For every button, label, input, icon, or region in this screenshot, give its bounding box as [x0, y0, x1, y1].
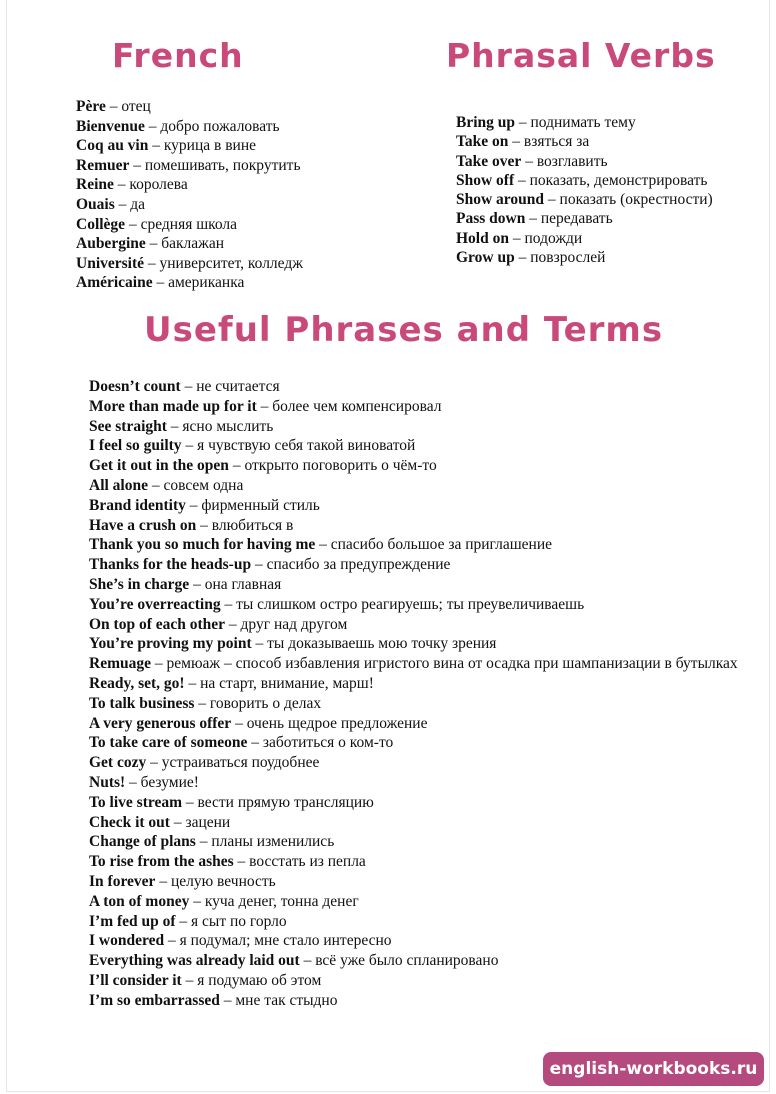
vocab-entry	[89, 436, 749, 456]
vocab-translation: – повзрослей	[518, 249, 606, 267]
vocab-translation: – средняя школа	[128, 215, 238, 233]
vocab-term: Remuage	[89, 655, 151, 673]
vocab-term: Collège	[76, 215, 126, 233]
vocab-term: I’ll consider it	[89, 971, 182, 989]
french-vocab-list	[76, 97, 303, 293]
vocab-translation: – университет, колледж	[147, 254, 303, 272]
vocab-term: You’re proving my point	[89, 635, 252, 653]
vocab-term: Université	[76, 254, 145, 272]
vocab-translation: – королева	[117, 176, 188, 194]
vocab-term: Américaine	[76, 274, 153, 292]
vocab-entry	[89, 456, 749, 476]
vocab-entry	[89, 476, 749, 496]
vocab-translation: – не считается	[184, 378, 280, 395]
vocab-term: To talk business	[89, 694, 195, 712]
vocab-term: More than made up for it	[89, 397, 257, 415]
vocab-translation: – планы изменились	[199, 833, 335, 851]
vocab-translation: – всё уже было спланировано	[303, 952, 499, 970]
vocab-translation: – устраиваться поудобнее	[150, 754, 320, 772]
vocab-term: Coq au vin	[76, 137, 149, 155]
vocab-term: Change of plans	[89, 833, 196, 851]
vocab-entry	[76, 234, 303, 254]
vocab-entry	[76, 156, 303, 176]
vocab-translation: – вести прямую трансляцию	[185, 793, 374, 811]
useful-phrases-section-title: Useful Phrases and Terms	[144, 310, 664, 350]
vocab-term: Ready, set, go!	[89, 674, 185, 692]
useful-phrases-list	[89, 377, 749, 1011]
vocab-translation: – я подумал; мне стало интересно	[167, 932, 392, 950]
vocab-term: A ton of money	[89, 892, 190, 910]
vocab-entry	[89, 714, 749, 734]
vocab-translation: – курица в вине	[152, 137, 257, 155]
vocab-entry	[456, 171, 713, 190]
vocab-term: Show off	[456, 171, 515, 189]
vocab-translation: – взяться за	[512, 133, 590, 151]
vocab-entry	[456, 229, 713, 248]
vocab-term: Reine	[76, 176, 114, 194]
vocab-translation: – баклажан	[149, 235, 225, 253]
vocab-entry	[89, 872, 749, 892]
vocab-term: Grow up	[456, 249, 515, 267]
vocab-term: In forever	[89, 872, 156, 890]
vocab-entry	[89, 397, 749, 417]
vocab-entry	[89, 793, 749, 813]
vocab-entry	[89, 931, 749, 951]
vocab-term: Show around	[456, 191, 545, 209]
vocab-entry	[89, 535, 749, 555]
vocab-translation: – куча денег, тонна денег	[193, 892, 359, 910]
vocab-term: I wondered	[89, 932, 165, 950]
vocab-entry	[89, 377, 749, 397]
vocab-term: Take on	[456, 133, 509, 151]
vocab-term: On top of each other	[89, 615, 226, 633]
vocab-entry	[89, 951, 749, 971]
vocab-translation: – целую вечность	[159, 872, 276, 890]
vocab-term: Get it out in the open	[89, 457, 229, 475]
vocab-translation: – более чем компенсировал	[260, 397, 442, 415]
vocab-translation: – подожди	[512, 229, 583, 247]
vocab-entry	[89, 615, 749, 635]
vocab-translation: – я чувствую себя такой виноватой	[185, 437, 416, 455]
vocab-entry	[89, 852, 749, 872]
vocab-entry	[89, 555, 749, 575]
vocab-translation: – друг над другом	[228, 615, 348, 633]
vocab-term: She’s in charge	[89, 575, 190, 593]
vocab-term: Check it out	[89, 813, 170, 831]
vocab-translation: – помешивать, покрутить	[133, 156, 301, 174]
vocab-entry	[89, 417, 749, 437]
vocab-entry	[89, 496, 749, 516]
vocab-entry	[89, 674, 749, 694]
vocab-term: Get cozy	[89, 754, 147, 772]
vocab-entry	[89, 971, 749, 991]
vocab-translation: – поднимать тему	[518, 114, 636, 131]
vocab-term: Pass down	[456, 210, 526, 228]
vocab-entry	[456, 248, 713, 267]
vocab-translation: – отец	[109, 98, 151, 115]
vocab-term: Hold on	[456, 229, 509, 247]
vocab-entry	[76, 97, 303, 117]
vocab-term: Take over	[456, 152, 522, 170]
vocab-translation: – добро пожаловать	[148, 117, 280, 135]
vocab-entry	[89, 516, 749, 536]
vocab-entry	[456, 152, 713, 171]
vocab-entry	[89, 813, 749, 833]
vocab-term: To take care of someone	[89, 734, 248, 752]
vocab-translation: – ясно мыслить	[170, 417, 274, 435]
vocab-translation: – восстать из пепла	[237, 853, 366, 871]
vocab-translation: – ты доказываешь мою точку зрения	[255, 635, 497, 653]
vocab-term: To rise from the ashes	[89, 853, 234, 871]
vocab-translation: – она главная	[193, 575, 282, 593]
vocab-translation: – на старт, внимание, марш!	[188, 674, 374, 692]
vocab-entry	[89, 773, 749, 793]
site-badge[interactable]: english-workbooks.ru	[543, 1052, 764, 1086]
phrasal-verbs-section-title: Phrasal Verbs	[446, 36, 716, 75]
vocab-entry	[89, 892, 749, 912]
vocab-translation: – спасибо за предупреждение	[254, 556, 451, 574]
vocab-term: You’re overreacting	[89, 595, 221, 613]
vocab-translation: – очень щедрое предложение	[235, 714, 428, 732]
vocab-translation: – американка	[156, 274, 245, 292]
vocab-term: Ouais	[76, 195, 115, 213]
vocab-term: To live stream	[89, 793, 182, 811]
vocab-term: Aubergine	[76, 235, 146, 253]
vocab-term: Brand identity	[89, 496, 186, 514]
vocab-translation: – спасибо большое за приглашение	[319, 536, 553, 554]
vocab-entry	[89, 595, 749, 615]
vocab-entry	[89, 991, 749, 1011]
vocab-term: Thank you so much for having me	[89, 536, 316, 554]
vocab-term: Bring up	[456, 114, 516, 131]
vocab-translation: – открыто поговорить о чём-то	[232, 457, 437, 475]
vocab-entry	[456, 190, 713, 209]
vocab-entry	[89, 634, 749, 654]
vocab-entry	[76, 195, 303, 215]
vocab-entry	[76, 273, 303, 293]
vocab-entry	[89, 654, 749, 674]
vocab-entry	[89, 575, 749, 595]
vocab-term: I’m so embarrassed	[89, 991, 220, 1009]
vocab-term: I feel so guilty	[89, 437, 182, 455]
vocab-translation: – возглавить	[525, 152, 608, 170]
vocab-term: Have a crush on	[89, 516, 197, 534]
vocab-translation: – безумие!	[129, 773, 199, 791]
vocab-term: A very generous offer	[89, 714, 232, 732]
vocab-term: Nuts!	[89, 773, 126, 791]
phrasal-verbs-list	[456, 113, 713, 267]
vocab-term: Bienvenue	[76, 117, 145, 135]
vocab-translation: – показать (окрестности)	[547, 191, 713, 209]
french-section-title: French	[112, 36, 244, 75]
vocab-translation: – совсем одна	[151, 476, 244, 494]
vocab-translation: – ты слишком остро реагируешь; ты преувеличиваешь	[224, 595, 585, 613]
vocab-term: All alone	[89, 476, 148, 494]
vocab-entry	[76, 215, 303, 235]
vocab-term: Everything was already laid out	[89, 952, 300, 970]
vocab-translation: – мне так стыдно	[223, 991, 338, 1009]
vocab-translation: – заботиться о ком-то	[251, 734, 394, 752]
vocab-entry	[76, 136, 303, 156]
vocab-translation: – да	[118, 195, 146, 213]
vocab-translation: – я подумаю об этом	[185, 971, 322, 989]
vocab-entry	[456, 113, 713, 132]
vocab-term: Thanks for the heads-up	[89, 556, 252, 574]
vocab-entry	[456, 132, 713, 151]
vocab-entry	[89, 753, 749, 773]
vocab-entry	[76, 117, 303, 137]
vocab-entry	[89, 733, 749, 753]
vocab-entry	[89, 832, 749, 852]
vocab-translation: – передавать	[529, 210, 613, 228]
vocab-translation: – говорить о делах	[198, 694, 322, 712]
vocab-entry	[456, 209, 713, 228]
vocab-entry	[76, 254, 303, 274]
vocab-translation: – фирменный стиль	[189, 496, 320, 514]
vocab-translation: – ремюаж – способ избавления игристого вина от осадка при шампанизации в бутылках	[154, 655, 738, 673]
vocab-entry	[76, 175, 303, 195]
vocab-translation: – я сыт по горло	[179, 912, 287, 930]
vocab-entry	[89, 694, 749, 714]
vocab-term: Doesn’t count	[89, 378, 181, 395]
vocab-entry	[89, 912, 749, 932]
vocab-term: I’m fed up of	[89, 912, 176, 930]
vocab-translation: – влюбиться в	[200, 516, 294, 534]
vocab-translation: – зацени	[173, 813, 231, 831]
vocab-term: Père	[76, 98, 106, 115]
vocab-translation: – показать, демонстрировать	[518, 171, 708, 189]
vocab-term: Remuer	[76, 156, 130, 174]
vocab-term: See straight	[89, 417, 167, 435]
